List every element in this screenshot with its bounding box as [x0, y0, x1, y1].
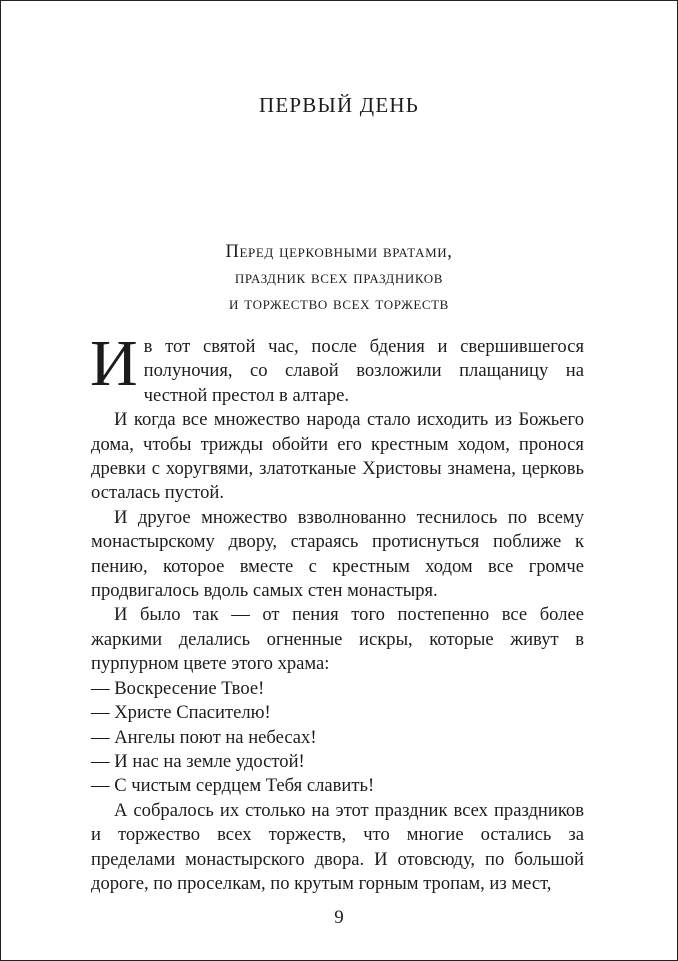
paragraph-5: А собралось их столько на этот праздник всех праздников и торжество всех торжеств, что многие остались за пределами монастырского двора. И отовсюду, по большой дороге, по проселкам, по крутым горным тропам, из мест, — [91, 799, 584, 894]
section-heading-line-3: и торжество всех торжеств — [229, 294, 449, 314]
paragraph-4: И было так — от пения того постепенно все более жаркими делались огненные искры, которые живут в пурпурном цвете этого храма: — [91, 604, 584, 675]
section-heading — [1, 239, 677, 317]
section-heading-line-2: праздник всех праздников — [234, 268, 444, 288]
paragraph-3: И другое множество взволнованно теснилось по всему монастырскому двору, стараясь протиснуться поближе к пению, которое вместе с крестным ходом все громче продвигалось вдоль самых стен монастыря. — [91, 506, 584, 602]
dialogue-line-2: — Христе Спасителю! — [91, 702, 271, 724]
chapter-title: ПЕРВЫЙ ДЕНЬ — [259, 93, 419, 117]
dialogue-line-4: — И нас на земле удостой! — [91, 750, 305, 772]
dialogue-line-5: — С чистым сердцем Тебя славить! — [91, 775, 375, 797]
dialogue-line-1: — Воскресение Твое! — [91, 677, 265, 699]
page-number: 9 — [334, 907, 344, 928]
paragraph-1 — [90, 327, 584, 408]
dialogue-line-3: — Ангелы поют на небесах! — [91, 726, 317, 748]
paragraph-1-text: в тот святой час, после бдения и свершившегося полуночия, со славой возложили плащаницу на честной престол в алтаре. — [143, 336, 584, 406]
section-heading-line-1: Перед церковными вратами, — [225, 242, 453, 262]
paragraph-2: И когда все множество народа стало исходить из Божьего дома, чтобы трижды обойти его крестным ходом, пронося древки с хоругвями, златотканые Христовы знамена, церковь осталась пустой. — [91, 409, 584, 504]
drop-cap: И — [90, 327, 138, 400]
body-text — [90, 327, 584, 896]
